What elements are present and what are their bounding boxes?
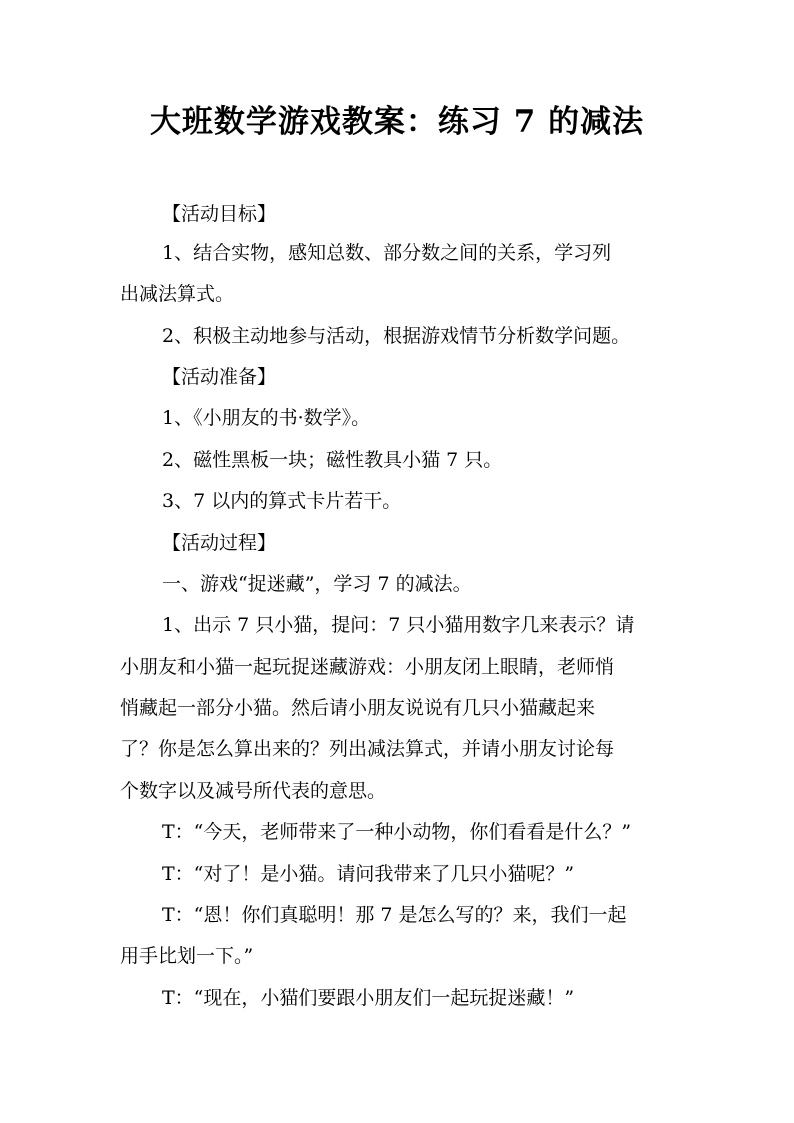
dialogue-line-4: T：“现在，小猫们要跟小朋友们一起玩捉迷藏！” — [162, 987, 575, 1009]
process-part-1-heading: 一、游戏“捉迷藏”，学习 7 的减法。 — [162, 573, 472, 595]
goal-2: 2、积极主动地参与活动，根据游戏情节分析数学问题。 — [162, 325, 631, 347]
section-heading-preparation: 【活动准备】 — [162, 366, 277, 388]
process-step-1-line-4: 了？你是怎么算出来的？列出减法算式，并请小朋友讨论每 — [120, 738, 615, 760]
process-step-1-line-5: 个数字以及减号所代表的意思。 — [120, 780, 387, 802]
dialogue-line-2: T：“对了！是小猫。请问我带来了几只小猫呢？” — [162, 863, 575, 885]
section-heading-goals: 【活动目标】 — [162, 203, 277, 225]
dialogue-line-3-part-2: 用手比划一下。” — [120, 945, 254, 967]
process-step-1-line-2: 小朋友和小猫一起玩捉迷藏游戏：小朋友闭上眼睛，老师悄 — [120, 656, 615, 678]
preparation-2: 2、磁性黑板一块；磁性教具小猫 7 只。 — [162, 449, 503, 471]
process-step-1-line-1: 1、出示 7 只小猫，提问：7 只小猫用数字几来表示？请 — [162, 614, 635, 636]
goal-1-line-2: 出减法算式。 — [120, 283, 235, 305]
dialogue-line-3-part-1: T：“恩！你们真聪明！那 7 是怎么写的？来，我们一起 — [162, 904, 627, 926]
preparation-1: 1、《小朋友的书·数学》。 — [162, 407, 371, 429]
document-title: 大班数学游戏教案：练习 7 的减法 — [149, 104, 645, 140]
section-heading-process: 【活动过程】 — [162, 532, 277, 554]
process-step-1-line-3: 悄藏起一部分小猫。然后请小朋友说说有几只小猫藏起来 — [120, 697, 596, 719]
dialogue-line-1: T：“今天，老师带来了一种小动物，你们看看是什么？” — [162, 821, 632, 843]
goal-1-line-1: 1、结合实物，感知总数、部分数之间的关系，学习列 — [162, 242, 612, 264]
preparation-3: 3、7 以内的算式卡片若干。 — [162, 490, 402, 512]
